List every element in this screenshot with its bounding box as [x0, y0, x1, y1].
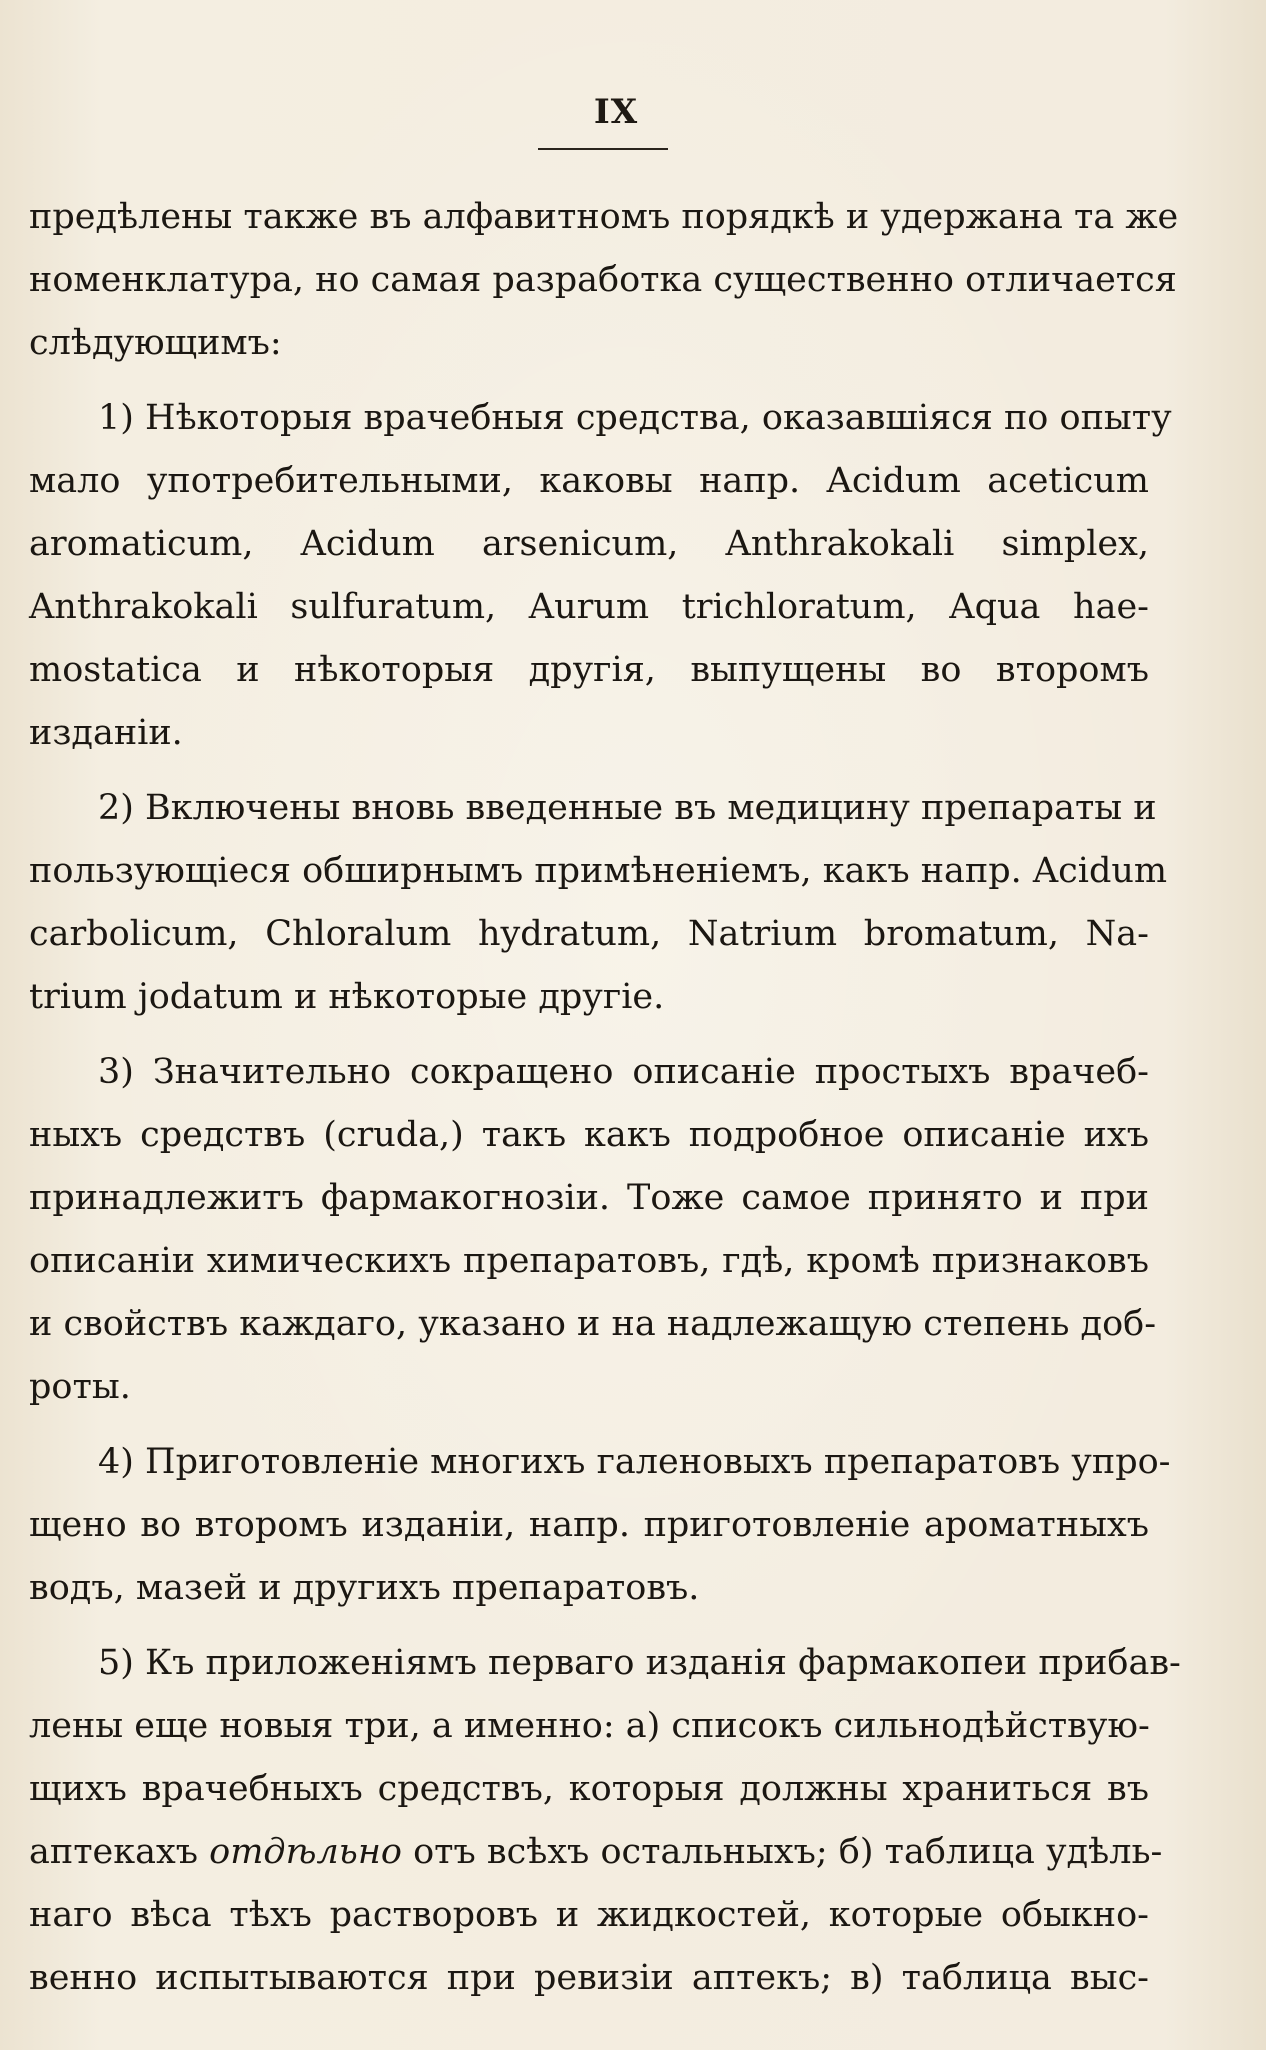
text-line: лены еще новыя три, а именно: а) списокъ сильнодѣйствую-: [29, 1706, 1150, 1746]
text-line: принадлежитъ фармакогнозіи. Тоже самое принято и при: [29, 1178, 1149, 1218]
header-rule: [538, 148, 668, 150]
body-text: [29, 186, 1181, 2010]
text-line: наго вѣса тѣхъ растворовъ и жидкостей, которые обыкно-: [29, 1895, 1149, 1935]
text-line: 4) Приготовленіе многихъ галеновыхъ препаратовъ упро-: [98, 1442, 1171, 1482]
text-line: и свойствъ каждаго, указано и на надлежащую степень доб-: [29, 1304, 1157, 1344]
text-line: пользующіеся обширнымъ примѣненіемъ, какъ напр. Acidum: [29, 851, 1168, 891]
paragraph-item-2: [29, 777, 1168, 1029]
text-line: trium jodatum и нѣкоторые другіе.: [29, 977, 665, 1017]
text-line: 1) Нѣкоторыя врачебныя средства, оказавшіяся по опыту: [98, 398, 1172, 438]
text-line: aromaticum, Acidum arsenicum, Anthrakokali simplex,: [29, 524, 1149, 564]
text-line: mostatica и нѣкоторыя другія, выпущены во второмъ: [29, 650, 1149, 690]
paragraph-item-4: [29, 1431, 1171, 1620]
text-line: carbolicum, Chloralum hydratum, Natrium bromatum, Na-: [29, 914, 1149, 954]
text-line: описаніи химическихъ препаратовъ, гдѣ, кромѣ признаковъ: [29, 1241, 1149, 1281]
text-line: щихъ врачебныхъ средствъ, которыя должны храниться въ: [29, 1769, 1149, 1809]
paragraph-item-5: [29, 1632, 1181, 2010]
text-line: венно испытываются при ревизіи аптекъ; в) таблица выс-: [29, 1958, 1149, 1998]
text-line: 5) Къ приложеніямъ перваго изданія фармакопеи прибав-: [98, 1643, 1181, 1683]
text-line: слѣдующимъ:: [29, 323, 282, 363]
text-line: Anthrakokali sulfuratum, Aurum trichloratum, Aqua hae-: [29, 587, 1149, 627]
text-line: предѣлены также въ алфавитномъ порядкѣ и удержана та же: [29, 197, 1179, 237]
text-line: изданіи.: [29, 713, 183, 753]
page-header: [0, 92, 1266, 132]
text-line: ныхъ средствъ (cruda,) такъ какъ подробное описаніе ихъ: [29, 1115, 1149, 1155]
text-segment: отъ всѣхъ остальныхъ; б) таблица удѣль-: [401, 1832, 1163, 1872]
text-line-with-emphasis: [29, 1821, 1163, 1884]
text-line: водъ, мазей и другихъ препаратовъ.: [29, 1568, 700, 1608]
page-number: IX: [593, 92, 639, 132]
text-line: номенклатура, но самая разработка существенно отличается: [29, 260, 1177, 300]
paragraph-item-3: [29, 1041, 1157, 1419]
paragraph-intro-continuation: [29, 186, 1179, 375]
text-line: 3) Значительно сокращено описаніе простыхъ врачеб-: [98, 1052, 1149, 1092]
text-line: мало употребительными, каковы напр. Acidum aceticum: [29, 461, 1149, 501]
text-line: щено во второмъ изданіи, напр. приготовленіе ароматныхъ: [29, 1505, 1149, 1545]
paragraph-item-1: [29, 387, 1172, 765]
text-line: роты.: [29, 1367, 131, 1407]
text-line: 2) Включены вновь введенные въ медицину препараты и: [98, 788, 1157, 828]
emphasized-word: отдѣльно: [209, 1832, 402, 1872]
text-segment: аптекахъ: [29, 1832, 210, 1872]
